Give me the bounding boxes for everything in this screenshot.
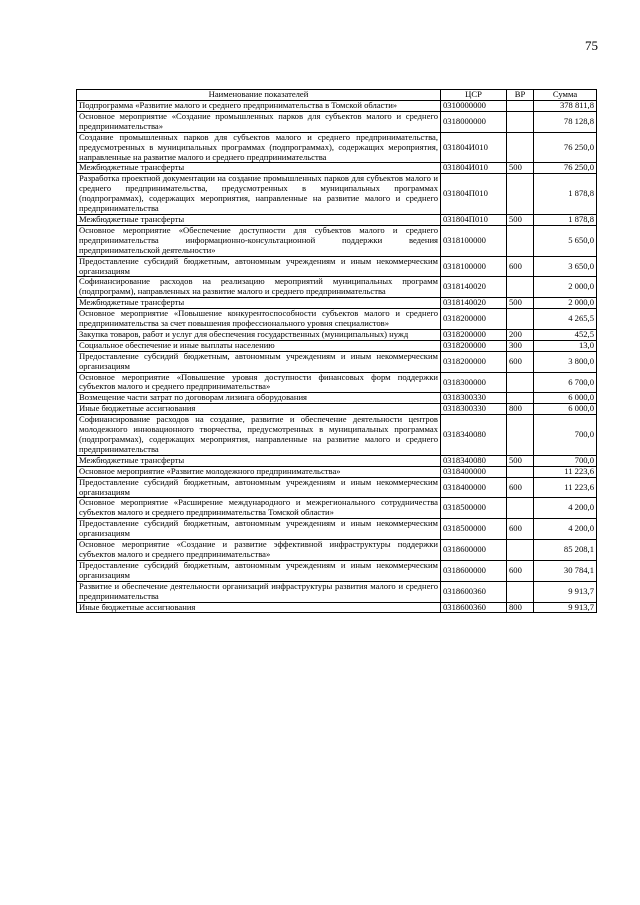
row-code-cell: 0310000000 xyxy=(441,101,507,112)
row-vr-cell: 600 xyxy=(507,256,534,277)
row-name-cell: Возмещение части затрат по договорам лизинга оборудования xyxy=(77,393,441,404)
column-header-vr: ВР xyxy=(507,90,534,101)
row-code-cell: 0318600000 xyxy=(441,560,507,581)
row-sum-cell: 11 223,6 xyxy=(534,477,597,498)
table-row xyxy=(77,214,597,225)
row-sum-cell: 6 000,0 xyxy=(534,404,597,415)
row-code-cell: 0318400000 xyxy=(441,466,507,477)
row-vr-cell xyxy=(507,309,534,330)
row-name-cell: Подпрограмма «Развитие малого и среднего предпринимательства в Томской области» xyxy=(77,101,441,112)
row-sum-cell: 700,0 xyxy=(534,415,597,456)
row-sum-cell: 2 000,0 xyxy=(534,277,597,298)
table-row xyxy=(77,372,597,393)
row-sum-cell: 11 223,6 xyxy=(534,466,597,477)
row-code-cell: 031804П010 xyxy=(441,174,507,215)
row-vr-cell: 800 xyxy=(507,404,534,415)
row-vr-cell xyxy=(507,132,534,163)
row-code-cell: 0318600360 xyxy=(441,602,507,613)
row-vr-cell xyxy=(507,111,534,132)
row-sum-cell: 30 784,1 xyxy=(534,560,597,581)
row-sum-cell: 6 000,0 xyxy=(534,393,597,404)
row-code-cell: 0318140020 xyxy=(441,277,507,298)
row-sum-cell: 76 250,0 xyxy=(534,132,597,163)
row-code-cell: 0318500000 xyxy=(441,498,507,519)
row-name-cell: Межбюджетные трансферты xyxy=(77,298,441,309)
row-sum-cell: 76 250,0 xyxy=(534,163,597,174)
row-vr-cell xyxy=(507,540,534,561)
row-vr-cell xyxy=(507,498,534,519)
table-row xyxy=(77,477,597,498)
row-code-cell: 0318600360 xyxy=(441,581,507,602)
table-row xyxy=(77,540,597,561)
row-code-cell: 0318400000 xyxy=(441,477,507,498)
row-sum-cell: 5 650,0 xyxy=(534,225,597,256)
table-row xyxy=(77,581,597,602)
row-name-cell: Основное мероприятие «Создание и развитие эффективной инфраструктуры поддержки субъектов малого и среднего предпринимательства» xyxy=(77,540,441,561)
row-code-cell: 0318200000 xyxy=(441,340,507,351)
table-body xyxy=(77,101,597,613)
row-code-cell: 031804И010 xyxy=(441,132,507,163)
row-sum-cell: 4 200,0 xyxy=(534,498,597,519)
table-row xyxy=(77,498,597,519)
table-row xyxy=(77,602,597,613)
table-row xyxy=(77,393,597,404)
table-row xyxy=(77,111,597,132)
row-name-cell: Разработка проектной документации на создание промышленных парков для субъектов малого и среднего предпринимательства, предусмотренных в муниципальных программах (подпрограммах), содержащих мероприятия, направленные на развитие малого и среднего предпринимательства xyxy=(77,174,441,215)
row-vr-cell xyxy=(507,277,534,298)
budget-table xyxy=(76,89,597,613)
row-sum-cell: 85 208,1 xyxy=(534,540,597,561)
row-vr-cell: 600 xyxy=(507,560,534,581)
row-name-cell: Иные бюджетные ассигнования xyxy=(77,602,441,613)
row-code-cell: 0318200000 xyxy=(441,351,507,372)
table-row xyxy=(77,466,597,477)
table-row xyxy=(77,415,597,456)
row-sum-cell: 700,0 xyxy=(534,455,597,466)
table-row xyxy=(77,560,597,581)
row-name-cell: Основное мероприятие «Развитие молодежного предпринимательства» xyxy=(77,466,441,477)
table-row xyxy=(77,329,597,340)
table-row xyxy=(77,309,597,330)
row-name-cell: Софинансирование расходов на создание, развитие и обеспечение деятельности центров молодежного инновационного творчества, предусмотренных в муниципальных программах (подпрограммах), содержащих мероприятия, направленные на развитие малого и среднего предпринимательства xyxy=(77,415,441,456)
row-code-cell: 031804И010 xyxy=(441,163,507,174)
table-row xyxy=(77,519,597,540)
table-row xyxy=(77,132,597,163)
row-vr-cell: 500 xyxy=(507,214,534,225)
row-code-cell: 0318300000 xyxy=(441,372,507,393)
row-vr-cell: 500 xyxy=(507,455,534,466)
row-name-cell: Основное мероприятие «Расширение международного и межрегионального сотрудничества субъектов малого и среднего предпринимательства Томской области» xyxy=(77,498,441,519)
row-vr-cell: 600 xyxy=(507,519,534,540)
row-code-cell: 0318500000 xyxy=(441,519,507,540)
row-vr-cell: 600 xyxy=(507,477,534,498)
row-name-cell: Предоставление субсидий бюджетным, автономным учреждениям и иным некоммерческим организациям xyxy=(77,256,441,277)
row-vr-cell xyxy=(507,466,534,477)
row-name-cell: Предоставление субсидий бюджетным, автономным учреждениям и иным некоммерческим организациям xyxy=(77,560,441,581)
table-header-row xyxy=(77,90,597,101)
row-name-cell: Межбюджетные трансферты xyxy=(77,214,441,225)
row-vr-cell xyxy=(507,174,534,215)
row-vr-cell xyxy=(507,101,534,112)
row-sum-cell: 3 800,0 xyxy=(534,351,597,372)
row-sum-cell: 9 913,7 xyxy=(534,581,597,602)
row-code-cell: 031804П010 xyxy=(441,214,507,225)
row-vr-cell xyxy=(507,225,534,256)
row-code-cell: 0318340080 xyxy=(441,415,507,456)
row-code-cell: 0318140020 xyxy=(441,298,507,309)
table-row xyxy=(77,340,597,351)
row-sum-cell: 6 700,0 xyxy=(534,372,597,393)
row-vr-cell: 500 xyxy=(507,163,534,174)
row-code-cell: 0318100000 xyxy=(441,225,507,256)
row-name-cell: Межбюджетные трансферты xyxy=(77,163,441,174)
row-sum-cell: 452,5 xyxy=(534,329,597,340)
row-vr-cell xyxy=(507,581,534,602)
row-sum-cell: 2 000,0 xyxy=(534,298,597,309)
row-name-cell: Основное мероприятие «Обеспечение доступности для субъектов малого и среднего предпринимательства информационно-консультационной поддержки ведения предпринимательской деятельности» xyxy=(77,225,441,256)
row-vr-cell xyxy=(507,415,534,456)
row-vr-cell: 300 xyxy=(507,340,534,351)
table-row xyxy=(77,163,597,174)
row-code-cell: 0318100000 xyxy=(441,256,507,277)
row-name-cell: Закупка товаров, работ и услуг для обеспечения государственных (муниципальных) нужд xyxy=(77,329,441,340)
row-name-cell: Межбюджетные трансферты xyxy=(77,455,441,466)
row-name-cell: Развитие и обеспечение деятельности организаций инфраструктуры развития малого и среднего предпринимательства xyxy=(77,581,441,602)
table-row xyxy=(77,101,597,112)
row-vr-cell: 800 xyxy=(507,602,534,613)
table-row xyxy=(77,277,597,298)
row-sum-cell: 4 200,0 xyxy=(534,519,597,540)
row-sum-cell: 378 811,8 xyxy=(534,101,597,112)
column-header-code: ЦСР xyxy=(441,90,507,101)
row-name-cell: Создание промышленных парков для субъектов малого и среднего предпринимательства, предусмотренных в муниципальных программах (подпрограммах), содержащих мероприятия, направленные на развитие малого и среднего предпринимательства xyxy=(77,132,441,163)
row-name-cell: Основное мероприятие «Создание промышленных парков для субъектов малого и среднего предпринимательства» xyxy=(77,111,441,132)
row-sum-cell: 13,0 xyxy=(534,340,597,351)
table-row xyxy=(77,174,597,215)
row-name-cell: Предоставление субсидий бюджетным, автономным учреждениям и иным некоммерческим организациям xyxy=(77,351,441,372)
row-vr-cell: 200 xyxy=(507,329,534,340)
table-row xyxy=(77,455,597,466)
row-name-cell: Иные бюджетные ассигнования xyxy=(77,404,441,415)
column-header-name: Наименование показателей xyxy=(77,90,441,101)
row-name-cell: Софинансирование расходов на реализацию мероприятий муниципальных программ (подпрограмм), направленных на развитие малого и среднего предпринимательства xyxy=(77,277,441,298)
table-row xyxy=(77,225,597,256)
row-code-cell: 0318600000 xyxy=(441,540,507,561)
row-code-cell: 0318200000 xyxy=(441,309,507,330)
row-sum-cell: 1 878,8 xyxy=(534,174,597,215)
row-name-cell: Предоставление субсидий бюджетным, автономным учреждениям и иным некоммерческим организациям xyxy=(77,477,441,498)
row-sum-cell: 1 878,8 xyxy=(534,214,597,225)
row-sum-cell: 9 913,7 xyxy=(534,602,597,613)
row-code-cell: 0318300330 xyxy=(441,393,507,404)
row-name-cell: Социальное обеспечение и иные выплаты населению xyxy=(77,340,441,351)
row-vr-cell xyxy=(507,372,534,393)
table-row xyxy=(77,298,597,309)
row-code-cell: 0318340080 xyxy=(441,455,507,466)
table-row xyxy=(77,256,597,277)
row-name-cell: Предоставление субсидий бюджетным, автономным учреждениям и иным некоммерческим организациям xyxy=(77,519,441,540)
row-vr-cell xyxy=(507,393,534,404)
row-name-cell: Основное мероприятие «Повышение конкурентоспособности субъектов малого и среднего предпринимательства за счет повышения профессионального уровня специалистов» xyxy=(77,309,441,330)
row-vr-cell: 600 xyxy=(507,351,534,372)
table-row xyxy=(77,351,597,372)
table-row xyxy=(77,404,597,415)
row-vr-cell: 500 xyxy=(507,298,534,309)
column-header-sum: Сумма xyxy=(534,90,597,101)
row-sum-cell: 4 265,5 xyxy=(534,309,597,330)
row-code-cell: 0318300330 xyxy=(441,404,507,415)
row-sum-cell: 3 650,0 xyxy=(534,256,597,277)
page-number: 75 xyxy=(585,38,598,53)
row-code-cell: 0318000000 xyxy=(441,111,507,132)
row-sum-cell: 78 128,8 xyxy=(534,111,597,132)
row-code-cell: 0318200000 xyxy=(441,329,507,340)
row-name-cell: Основное мероприятие «Повышение уровня доступности финансовых форм поддержки субъектов малого и среднего предпринимательства» xyxy=(77,372,441,393)
